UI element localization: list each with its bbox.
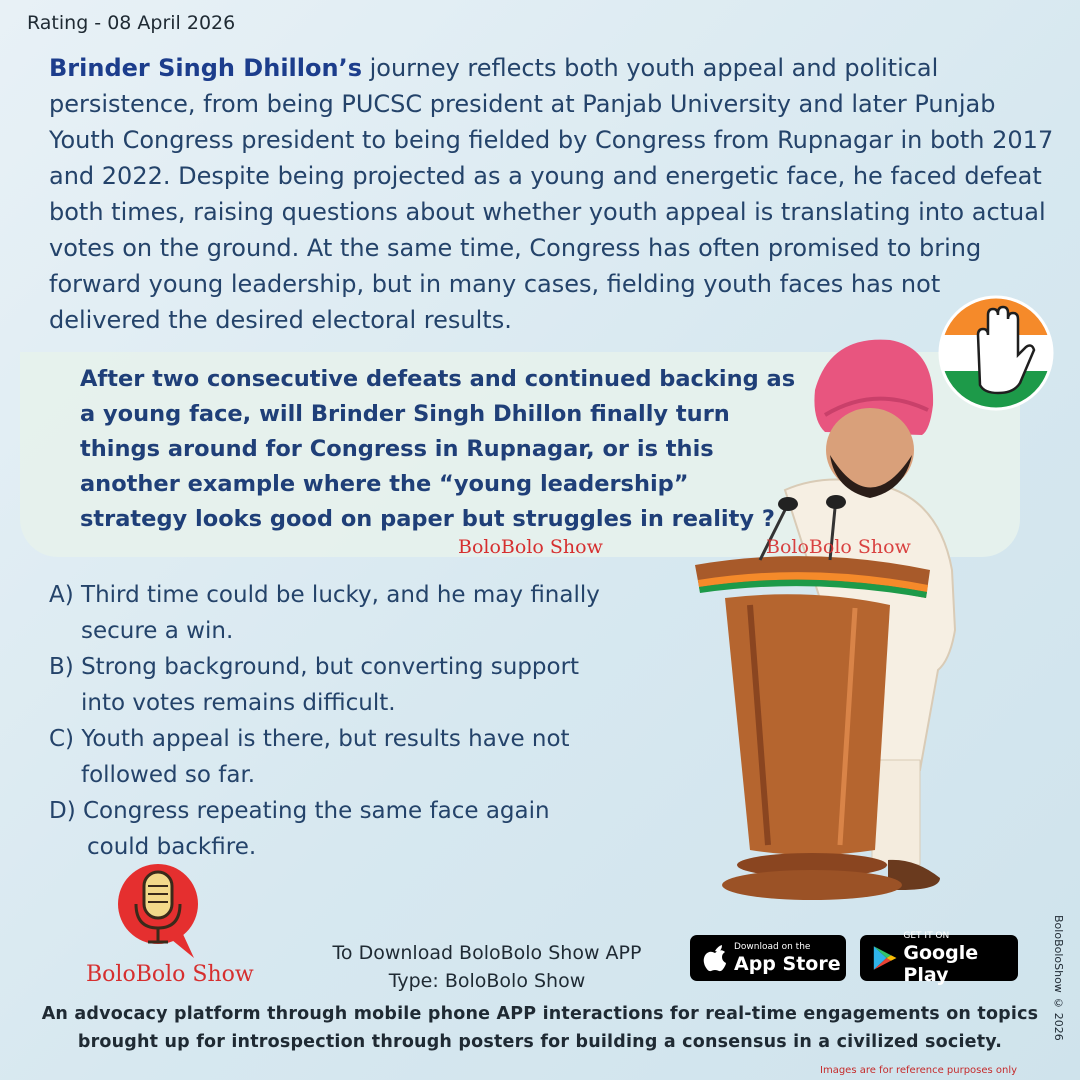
download-instructions: To Download BoloBolo Show APP Type: BoloBolo Show bbox=[332, 942, 642, 992]
watermark-text: BoloBolo Show bbox=[458, 536, 603, 558]
footer-tagline: An advocacy platform through mobile phone APP interactions for real-time engagements on topics brought up for introspection through posters for building a consensus in a civilized society. bbox=[41, 1004, 1039, 1052]
politician-at-podium-image bbox=[690, 330, 960, 910]
politician-name: Brinder Singh Dhillon’s bbox=[49, 54, 362, 82]
question-text: After two consecutive defeats and continued backing as a young face, will Brinder Singh Dhillon finally turn things around for Congress in Rupnagar, or is this another example where the “young leadership” strategy looks good on paper but struggles in reality ? bbox=[80, 366, 796, 532]
answer-option-a[interactable]: A) Third time could be lucky, and he may finally secure a win. bbox=[49, 582, 600, 644]
answer-option-d[interactable]: D) Congress repeating the same face again could backfire. bbox=[49, 798, 550, 860]
app-store-button[interactable]: Download on the App Store bbox=[690, 935, 846, 981]
google-play-icon bbox=[872, 943, 897, 973]
intro-text: journey reflects both youth appeal and political persistence, from being PUCSC president at Panjab University and later Punjab Youth Congress president to being fielded by Congress from Rupnagar in both 2017 and 2022. Despite being projected as a young and energetic face, he faced defeat both times, raising questions about whether youth appeal is translating into actual votes on the ground. At the same time, Congress has often promised to bring forward young leadership, but in many cases, fielding youth faces has not delivered the desired electoral results. bbox=[49, 54, 1054, 334]
answer-option-c[interactable]: C) Youth appeal is there, but results have not followed so far. bbox=[49, 726, 570, 788]
watermark-text: BoloBolo Show bbox=[766, 536, 911, 558]
copyright-notice: BoloBoloShow © 2026 bbox=[1052, 915, 1065, 1041]
intro-paragraph bbox=[49, 50, 1059, 338]
apple-icon bbox=[702, 943, 728, 973]
microphone-icon bbox=[112, 862, 204, 962]
google-play-button[interactable]: GET IT ON Google Play bbox=[860, 935, 1018, 981]
rating-date: Rating - 08 April 2026 bbox=[27, 12, 236, 34]
answer-option-b[interactable]: B) Strong background, but converting support into votes remains difficult. bbox=[49, 654, 580, 716]
brand-name: BoloBolo Show bbox=[86, 962, 254, 987]
image-disclaimer: Images are for reference purposes only bbox=[820, 1065, 1018, 1076]
congress-hand-logo bbox=[938, 295, 1054, 411]
